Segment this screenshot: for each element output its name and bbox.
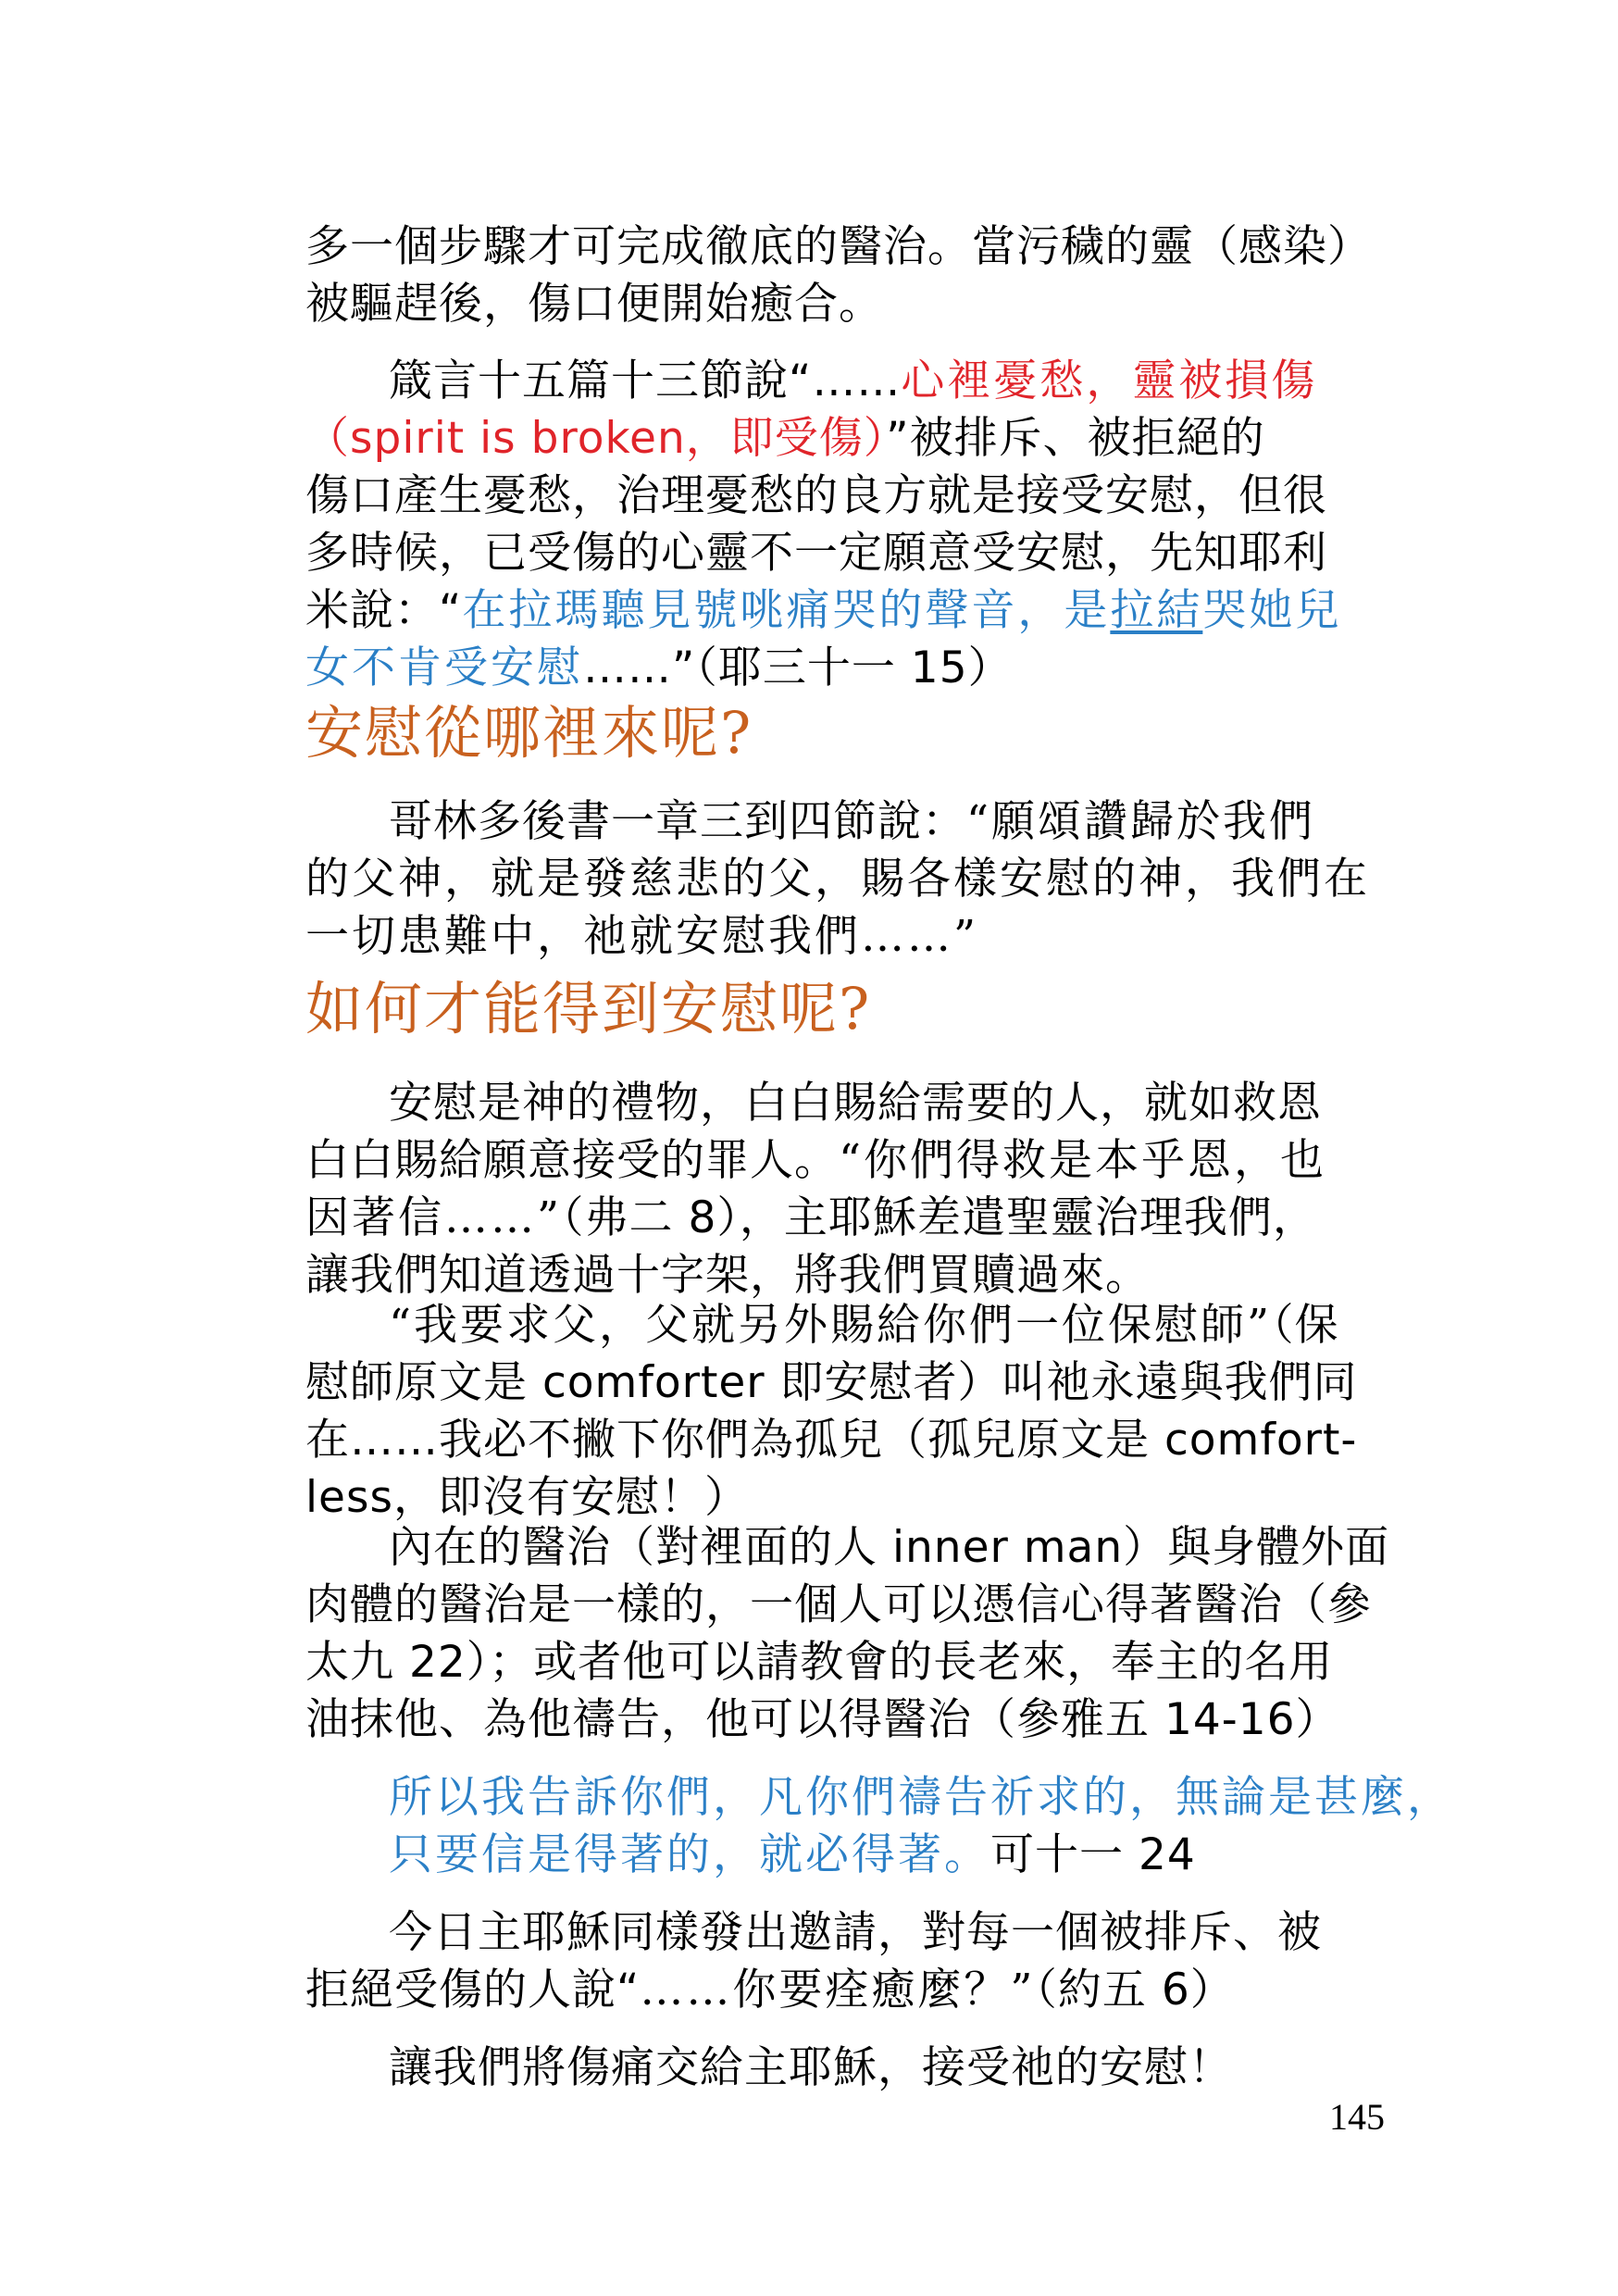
scripture-quote: “你們得救是本乎恩，也: [839, 1135, 1327, 1186]
scripture-quote: 的父神，就是發慈悲的父，賜各樣安慰的神，我們在: [305, 854, 1370, 905]
text-span: （保: [1272, 1300, 1339, 1351]
text-line: [305, 275, 883, 334]
scripture-quote-red: （spirit is broken，即受傷）: [305, 413, 887, 464]
text-span: 被驅趕後，傷口便開始癒合。: [305, 279, 883, 330]
text-line: [305, 1189, 1317, 1248]
text-line: [389, 1518, 1389, 1578]
text-line: [305, 409, 1265, 468]
text-span: 箴言十五篇十三節說“……: [389, 356, 902, 406]
text-span: 內在的醫治（對裡面的人 inner man）與身體外面: [389, 1522, 1390, 1573]
text-span: 慰師原文是 comforter 即安慰者）叫祂永遠與我們同: [305, 1357, 1358, 1408]
scripture-quote: 因著信……”: [305, 1192, 563, 1243]
text-span: 白白賜給願意接受的罪人。: [305, 1135, 839, 1186]
text-line: [305, 907, 978, 967]
scripture-quote-blue: 只要信是得著的，就必得著。: [389, 1829, 990, 1880]
scripture-quote-blue: 在拉瑪聽見號咷痛哭的聲音，是: [462, 585, 1111, 636]
page-number: 145: [1329, 2096, 1385, 2138]
text-span: 安慰是神的禮物，白白賜給需要的人，就如救恩: [389, 1078, 1322, 1129]
text-span: （弗二 8），主耶穌差遣聖靈治理我們，: [562, 1192, 1317, 1243]
text-span: 在……我必不撇下你們為孤兒（孤兒原文是 comfort-: [305, 1415, 1358, 1466]
text-span: 拒絕受傷的人說“: [305, 1965, 641, 2015]
scripture-quote-blue: 女不肯受安慰: [305, 643, 583, 693]
scripture-quote-underlined: 拉結: [1110, 585, 1203, 636]
text-span: 讓我們將傷痛交給主耶穌，接受祂的安慰！: [389, 2042, 1233, 2093]
text-line: [305, 1961, 1235, 2020]
text-line: [305, 1354, 1358, 1413]
block-quote-line: [389, 1768, 1453, 1828]
text-line: [305, 850, 1370, 909]
text-line: [305, 1633, 1333, 1692]
text-line: [389, 2039, 1233, 2098]
scripture-quote-blue: 哭她兒: [1202, 585, 1342, 636]
text-span: 今日主耶穌同樣發出邀請，對每一個被排斥、被: [389, 1907, 1322, 1958]
scripture-quote: “我要求父，父就另外賜給你們一位保慰師”: [389, 1300, 1273, 1351]
text-span: 肉體的醫治是一樣的，一個人可以憑信心得著醫治（參: [305, 1579, 1372, 1630]
text-span: 太九 22）；或者他可以請教會的長老來，奉主的名用: [305, 1637, 1334, 1688]
scripture-quote-red: 心裡憂愁，靈被損傷: [901, 356, 1318, 406]
text-span: 讓我們知道透過十字架，將我們買贖過來。: [305, 1250, 1150, 1301]
block-quote-line: [389, 1826, 1196, 1885]
text-line: [305, 467, 1327, 526]
text-line: [389, 352, 1317, 411]
text-span: 油抹他、為他禱告，他可以得醫治（參雅五 14-16）: [305, 1694, 1340, 1745]
text-span: less，即沒有安慰！）: [305, 1472, 749, 1523]
scripture-quote-blue: 所以我告訴你們，凡你們禱告祈求的，無論是甚麼，: [389, 1772, 1453, 1823]
text-line: [305, 1691, 1340, 1750]
text-span: 傷口產生憂愁，治理憂愁的良方就是接受安慰，但很: [305, 470, 1327, 521]
text-line: [389, 792, 1315, 852]
scripture-quote: 一切患難中，祂就安慰我們……”: [305, 911, 979, 962]
text-line: [305, 524, 1327, 583]
text-line: [305, 1576, 1372, 1635]
scripture-reference: （約五 6）: [1035, 1965, 1235, 2015]
text-line: [305, 639, 1013, 698]
text-span: 哥林多後書一章三到四節說：: [389, 796, 966, 847]
text-line: [389, 1296, 1339, 1355]
text-span: 米說：“: [305, 585, 463, 636]
scripture-quote: “願頌讚歸於我們: [966, 796, 1316, 847]
text-span: 多一個步驟才可完成徹底的醫治。當污穢的靈（感染）: [305, 221, 1372, 272]
section-heading: 如何才能得到安慰呢?: [305, 975, 872, 1042]
text-line: [305, 1131, 1326, 1191]
text-span: 多時候，已受傷的心靈不一定願意受安慰，先知耶利: [305, 528, 1327, 579]
text-line: [389, 1074, 1322, 1133]
text-line: [305, 218, 1372, 277]
scripture-reference: 可十一 24: [990, 1829, 1196, 1880]
text-span: ……”（耶三十一 15）: [583, 643, 1013, 693]
scripture-quote: ……你要痊癒麼？”: [640, 1965, 1036, 2015]
section-heading: 安慰從哪裡來呢?: [305, 699, 753, 767]
text-span: ”被排斥、被拒絕的: [886, 413, 1265, 464]
text-line: [305, 1411, 1357, 1470]
text-line: [305, 581, 1341, 641]
text-line: [389, 1903, 1322, 1963]
